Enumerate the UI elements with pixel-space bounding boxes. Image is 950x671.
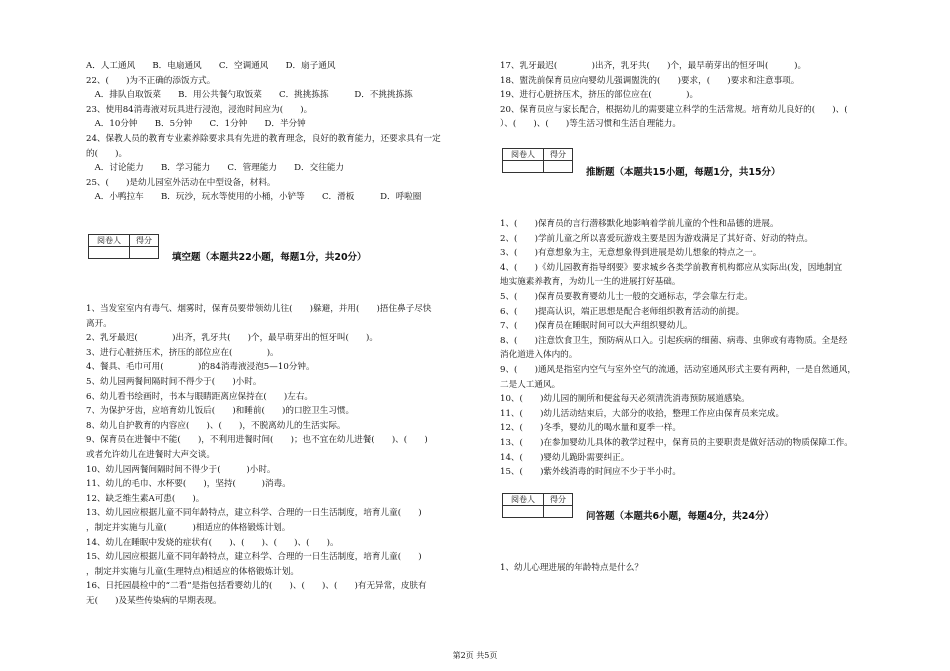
question-line: 消化道进入体内的。 (500, 350, 578, 361)
score-box-qa (502, 493, 573, 518)
question-line: 11、( )幼儿活动结束后，大部分的收拾，整理工作应由保育员来完成。 (500, 408, 785, 419)
question-line: 20、保育员应与家长配合，根据幼儿的需要建立科学的生活常规。培育幼儿良好的( )、( (500, 104, 865, 115)
question-line: 地实施素养教育，为幼儿一生的进展打好基础。 (500, 277, 681, 288)
question-line: 7、为保护牙齿，应培育幼儿饭后( )和睡前( )的口腔卫生习惯。 (86, 406, 355, 417)
question-line: 无( )及某些传染病的早期表现。 (86, 596, 222, 606)
question-line: 6、( )提高认识，端正思想是配合老师组织教育活动的前提。 (500, 306, 745, 317)
question-line: 13、幼儿园应根据儿童不同年龄特点，建立科学、合理的一日生活制度，培育儿童( ) (86, 508, 422, 519)
question-line: 9、( )通风是指室内空气与室外空气的流通，活动室通风形式主要有两种，一是自然通风， (500, 365, 856, 375)
question-line: 24、保教人员的教育专业素养除要求具有先进的教育理念，良好的教育能力，还要求具有一定 (86, 134, 441, 144)
question-line: 二是人工通风。 (500, 379, 561, 390)
question-line: 25、( )是幼儿园室外活动在中型设备，材料。 (86, 177, 276, 188)
question-line: 离开。 (86, 318, 112, 329)
question-line: 19、进行心脏挤压术，挤压的部位应在( )。 (500, 90, 699, 101)
reviewer-label: 阅卷人 (503, 494, 544, 506)
question-line: 12、( )冬季，婴幼儿的喝水量和夏季一样。 (500, 423, 681, 434)
question-line: 10、幼儿园两餐间隔时间不得少于( )小时。 (86, 464, 276, 475)
question-line: A．讨论能力 B．学习能力 C．管理能力 D．交往能力 (86, 163, 345, 174)
question-line: 14、( )婴幼儿跪卧需要纠正。 (500, 452, 630, 463)
question-line: 17、乳牙最迟( )出齐，乳牙共( )个，最早萌芽出的恒牙叫( )。 (500, 61, 807, 71)
question-line: 3、( )有意想象为主，无意想象得到进展是幼儿想象的特点之一。 (500, 248, 762, 259)
question-line: 或者允许幼儿在进餐时大声交谈。 (86, 450, 215, 460)
question-line: 的( )。 (86, 148, 128, 159)
section-title-fill: 填空题（本题共22小题，每题1分，共20分） (172, 252, 367, 263)
question-line: 2、乳牙最迟( )出齐，乳牙共( )个，最早萌芽出的恒牙叫( )。 (86, 333, 378, 344)
question-line: 4、餐具、毛巾可用( )的84消毒液浸泡5—10分钟。 (86, 362, 315, 373)
question-line: 8、( )注意饮食卫生，预防病从口入。引起疾病的细菌、病毒、虫卵或有毒物质。全是经 (500, 335, 848, 346)
question-line: 16、日托园晨检中的“二看”是指包括看婴幼儿的( )、( )、( )有无异常，皮肤有 (86, 581, 427, 592)
reviewer-label: 阅卷人 (503, 149, 544, 161)
question-line: A．小鸭拉车 B．玩沙，玩水等使用的小桶，小铲等 C．滑板 D．呼啦圈 (86, 192, 422, 203)
question-line: 5、幼儿园两餐间隔时间不得少于( )小时。 (86, 377, 262, 387)
score-label: 得分 (544, 149, 573, 161)
question-line: 9、保育员在进餐中不能( )，不利用进餐时间( )；也不宜在幼儿进餐( )、( ) (86, 435, 428, 446)
question-line: A．10分钟 B．5分钟 C．1分钟 D．半分钟 (86, 119, 306, 130)
question-line: A．排队自取饭菜 B．用公共餐勺取饭菜 C．挑挑拣拣 D．不挑挑拣拣 (86, 90, 413, 101)
question-line: 8、幼儿自护教育的内容应( )、( )，不脱离幼儿的生活实际。 (86, 420, 346, 431)
question-line: 23、使用84消毒液对玩具进行浸泡，浸泡时间应为( )。 (86, 104, 313, 115)
score-box-judge (502, 148, 573, 173)
question-line: 15、( )紫外线消毒的时间应不少于半小时。 (500, 467, 681, 478)
question-line: 15、幼儿园应根据儿童不同年龄特点，建立科学、合理的一日生活制度，培育儿童( ) (86, 552, 422, 563)
score-label: 得分 (130, 235, 159, 247)
question-line: 5、( )保育员要教育婴幼儿士一般的交通标志，学会靠左行走。 (500, 292, 753, 302)
question-line: 7、( )保育员在睡眠时间可以大声组织婴幼儿。 (500, 321, 693, 332)
section-title-judge: 推断题（本题共15小题，每题1分，共15分） (586, 167, 781, 178)
score-label: 得分 (544, 494, 573, 506)
question-line: ，制定并实施与儿童(生理特点)相适应的体格锻炼计划。 (86, 566, 299, 577)
score-box-fill (88, 234, 159, 259)
question-line: 12、缺乏维生素A可患( )。 (86, 493, 205, 504)
question-line: 4、( )《幼儿园教育指导纲要》要求城乡各类学前教育机构都应从实际出(发，因地制宜 (500, 262, 843, 273)
question-line: 2、( )学前儿童之所以喜爱玩游戏主要是因为游戏满足了其好奇、好动的特点。 (500, 233, 813, 244)
reviewer-label: 阅卷人 (89, 235, 130, 247)
question-line: ）、( )、( )等生活习惯和生活自理能力。 (500, 119, 681, 130)
question-line: 22、( )为不正确的添饭方式。 (86, 75, 216, 86)
question-line: A．人工通风 B．电扇通风 C．空调通风 D．扇子通风 (86, 61, 336, 71)
section-title-qa: 问答题（本题共6小题，每题4分，共24分） (586, 511, 774, 522)
question-line: 10、( )幼儿园的厕所和便盆每天必须清洗消毒预防展道感染。 (500, 394, 750, 405)
question-line: 1、( )保育员的言行潜移默化地影响着学前儿童的个性和品德的进展。 (500, 219, 779, 229)
question-line: 3、进行心脏挤压术，挤压的部位应在( )。 (86, 347, 279, 358)
question-line: ，制定并实施与儿童( )相适应的体格锻炼计划。 (86, 523, 291, 533)
question-line: 6、幼儿看书绘画时，书本与眼睛距离应保持在( )左右。 (86, 391, 314, 402)
question-line: 1、当发室室内有毒气、烟雾时，保育员要带领幼儿往( )躲避，并用( )捂住鼻子尽快 (86, 304, 432, 314)
question-line: 13、( )在参加婴幼儿具体的教学过程中，保育员的主要职责是做好活动的物质保障工作。 (500, 438, 853, 448)
question-line: 14、幼儿在睡眠中发烧的症状有( )、( )、( )、( )。 (86, 537, 339, 548)
question-line: 11、幼儿的毛巾、水杯要( )，坚持( )消毒。 (86, 479, 291, 490)
question-line: 1、幼儿心理进展的年龄特点是什么？ (500, 563, 643, 573)
page-footer: 第2页 共5页 (452, 651, 498, 660)
question-line: 18、盥洗前保育员应向婴幼儿强调盥洗的( )要求，( )要求和注意事项。 (500, 75, 800, 86)
